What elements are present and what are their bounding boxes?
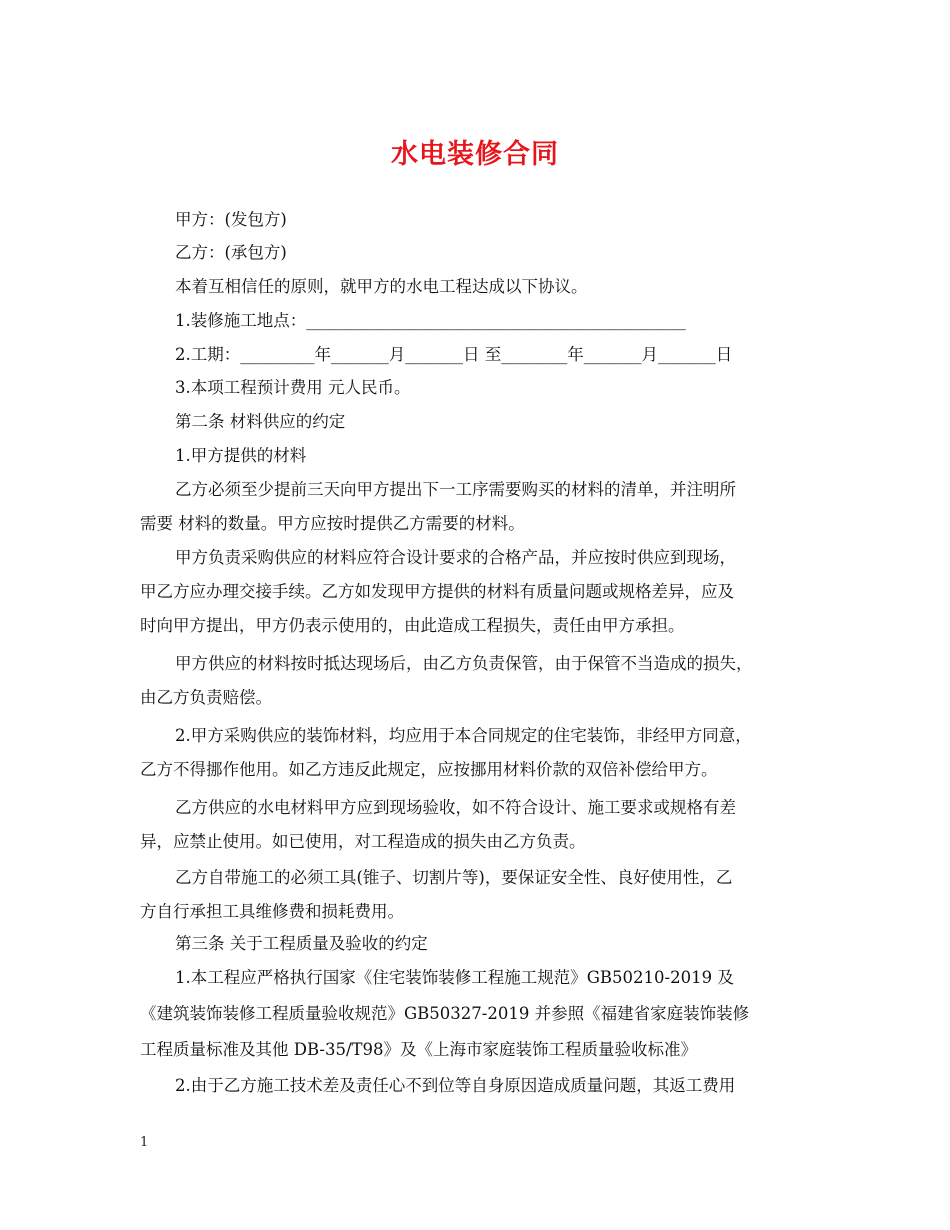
- document-title: 水电装修合同: [391, 139, 559, 170]
- paragraph-line: 时向甲方提出，甲方仍表示使用的，由此造成工程损失，责任由甲方承担。: [140, 616, 685, 635]
- cost-line: 3.本项工程预计费用 元人民币。: [175, 378, 411, 397]
- paragraph-line: 乙方不得挪作他用。如乙方违反此规定，应按挪用材料价款的双倍补偿给甲方。: [140, 760, 718, 779]
- paragraph-line: 乙方必须至少提前三天向甲方提出下一工序需要购买的材料的清单，并注明所: [175, 480, 736, 499]
- duration-line: 2.工期：_________年_______月_______日 至________年_______月_______日: [175, 345, 733, 364]
- paragraph-line: 乙方供应的水电材料甲方应到现场验收，如不符合设计、施工要求或规格有差: [175, 798, 736, 817]
- paragraph-line: 2.甲方采购供应的装饰材料，均应用于本合同规定的住宅装饰，非经甲方同意，: [175, 726, 752, 745]
- paragraph-line: 甲方负责采购供应的材料应符合设计要求的合格产品，并应按时供应到现场，: [175, 548, 736, 567]
- paragraph-line: 甲方供应的材料按时抵达现场后，由乙方负责保管，由于保管不当造成的损失，: [175, 654, 753, 673]
- clause-heading: 1.甲方提供的材料: [175, 446, 307, 465]
- paragraph-line: 由乙方负责赔偿。: [140, 688, 272, 707]
- page-number: 1: [140, 1135, 149, 1150]
- paragraph-line: 乙方自带施工的必须工具(锥子、切割片等)，要保证安全性、良好使用性，乙: [175, 868, 733, 887]
- party-a-line: 甲方：(发包方): [175, 210, 287, 229]
- paragraph-line: 需要 材料的数量。甲方应按时提供乙方需要的材料。: [140, 514, 525, 533]
- paragraph-line: 1.本工程应严格执行国家《住宅装饰装修工程施工规范》GB50210-2019 及: [175, 968, 734, 987]
- paragraph-line: 异，应禁止使用。如已使用，对工程造成的损失由乙方负责。: [140, 832, 586, 851]
- paragraph-line: 《建筑装饰装修工程质量验收规范》GB50327-2019 并参照《福建省家庭装饰装修: [140, 1004, 750, 1023]
- preamble-line: 本着互相信任的原则，就甲方的水电工程达成以下协议。: [175, 277, 588, 296]
- paragraph-line: 工程质量标准及其他 DB-35/T98》及《上海市家庭装饰工程质量验收标准》: [140, 1040, 698, 1059]
- paragraph-line: 2.由于乙方施工技术差及责任心不到位等自身原因造成质量问题，其返工费用: [175, 1076, 736, 1095]
- paragraph-line: 方自行承担工具维修费和损耗费用。: [140, 902, 404, 921]
- party-b-line: 乙方：(承包方): [175, 243, 287, 262]
- location-line: 1.装修施工地点：______________________________________________: [175, 311, 686, 330]
- section-heading: 第三条 关于工程质量及验收的约定: [175, 934, 428, 953]
- section-heading: 第二条 材料供应的约定: [175, 412, 346, 431]
- paragraph-line: 甲乙方应办理交接手续。乙方如发现甲方提供的材料有质量问题或规格差异，应及: [140, 582, 734, 601]
